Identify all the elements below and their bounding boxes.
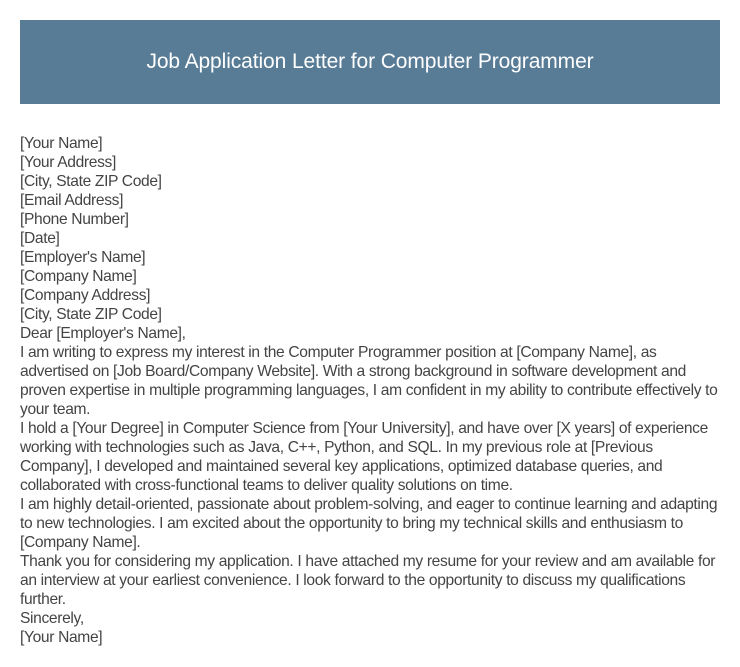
paragraph-experience: I hold a [Your Degree] in Computer Science from [Your University], and have over [X years] of experience working with technologies such as Java, C++, Python, and SQL. In my previous role at [Previous Company], I developed and maintained several key applications, optimized database queries, and collaborated with cross-functional teams to deliver quality solutions on time.	[20, 420, 708, 494]
page-title: Job Application Letter for Computer Programmer	[146, 50, 594, 73]
sender-address: [Your Address]	[20, 154, 116, 171]
sender-phone: [Phone Number]	[20, 211, 129, 228]
header-banner	[20, 20, 720, 104]
signature: [Your Name]	[20, 629, 103, 646]
paragraph-introduction: I am writing to express my interest in the Computer Programmer position at [Company Name], as advertised on [Job Board/Company Website]. With a strong background in software development and proven expertise in multiple programming languages, I am confident in my ability to contribute effectively to your team.	[20, 344, 718, 418]
paragraph-closing: Thank you for considering my application. I have attached my resume for your review and am available for an interview at your earliest convenience. I look forward to the opportunity to discuss my qualifications further.	[20, 553, 716, 608]
letter-body	[20, 134, 725, 647]
recipient-employer-name: [Employer's Name]	[20, 249, 146, 266]
recipient-city-state-zip: [City, State ZIP Code]	[20, 306, 162, 323]
letter-date: [Date]	[20, 230, 60, 247]
sender-name: [Your Name]	[20, 135, 103, 152]
sender-email: [Email Address]	[20, 192, 124, 209]
closing: Sincerely,	[20, 610, 84, 627]
sender-city-state-zip: [City, State ZIP Code]	[20, 173, 162, 190]
recipient-company-address: [Company Address]	[20, 287, 151, 304]
paragraph-qualities: I am highly detail-oriented, passionate about problem-solving, and eager to continue learning and adapting to new technologies. I am excited about the opportunity to bring my technical skills and enthusiasm to [Company Name].	[20, 496, 718, 551]
salutation: Dear [Employer's Name],	[20, 325, 186, 342]
recipient-company-name: [Company Name]	[20, 268, 137, 285]
